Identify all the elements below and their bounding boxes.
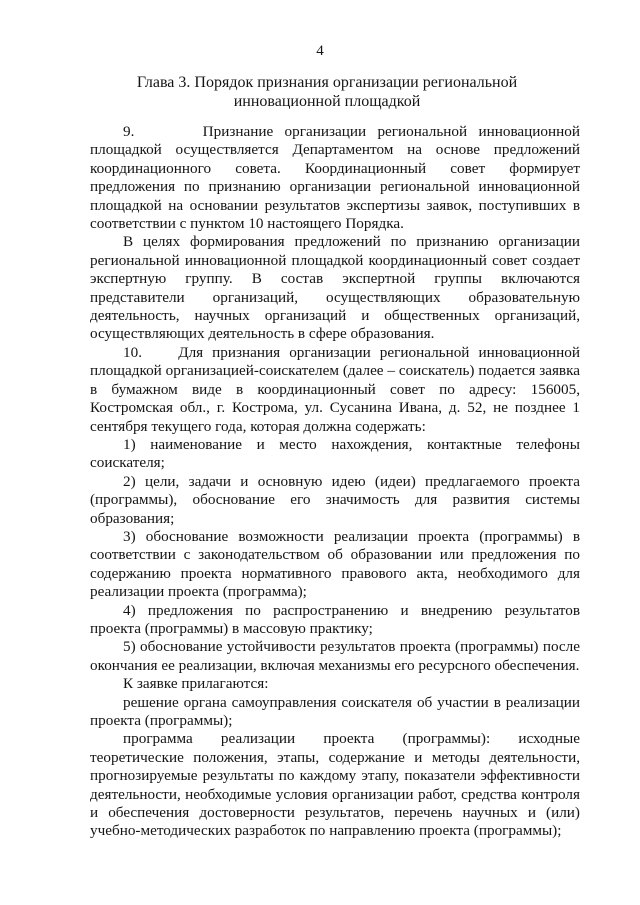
list-item-5: 5) обоснование устойчивости результатов проекта (программы) после окончания ее реализации, включая механизмы его ресурсного обеспечения.	[90, 638, 580, 674]
paragraph-10: 10. Для признания организации региональной инновационной площадкой организацией-соискателем (далее – соискатель) подается заявка в бумажном виде в координационный совет по адресу: 156005, Костромская обл., г. Кострома, ул. Сусанина Ивана, д. 52, не позднее 1 сентября текущего года, которая должна содержать:	[90, 343, 580, 435]
chapter-title: Глава 3. Порядок признания организации региональной инновационной площадкой	[136, 74, 518, 110]
attachment-decision: решение органа самоуправления соискателя об участии в реализации проекта (программы);	[90, 693, 580, 729]
paragraph-expert-group: В целях формирования предложений по признанию организации региональной инновационной площадкой координационный совет создает экспертную группу. В состав экспертной группы включаются представители организаций, осуществляющих образовательную деятельность, научных организаций и общественных организаций, осуществляющих деятельность в сфере образования.	[90, 233, 580, 343]
attachments-heading: К заявке прилагаются:	[123, 675, 269, 693]
page-number: 4	[316, 43, 324, 59]
document-body	[90, 123, 580, 841]
list-item-3: 3) обоснование возможности реализации проекта (программы) в соответствии с законодательством об образовании или предложения по содержанию проекта нормативного правового акта, необходимого для реализации проекта (программа);	[90, 527, 580, 601]
list-item-1: 1) наименование и место нахождения, контактные телефоны соискателя;	[90, 435, 580, 472]
list-item-2: 2) цели, задачи и основную идею (идеи) предлагаемого проекта (программы), обоснование его значимость для развития системы образования;	[90, 472, 580, 527]
list-item-4: 4) предложения по распространению и внедрению результатов проекта (программы) в массовую практику;	[90, 601, 580, 637]
paragraph-9: 9. Признание организации региональной инновационной площадкой осуществляется Департаментом на основе предложений координационного совета. Координационный совет формирует предложения по признанию организации региональной инновационной площадкой на основании результатов экспертизы заявок, поступивших в соответствии с пунктом 10 настоящего Порядка.	[90, 123, 580, 233]
attachment-program: программа реализации проекта (программы): исходные теоретические положения, этапы, содержание и методы деятельности, прогнозируемые результаты по каждому этапу, показатели эффективности деятельности, необходимые условия организации работ, средства контроля и обеспечения достоверности результатов, перечень научных и (или) учебно-методических разработок по направлению проекта (программы);	[90, 730, 580, 840]
